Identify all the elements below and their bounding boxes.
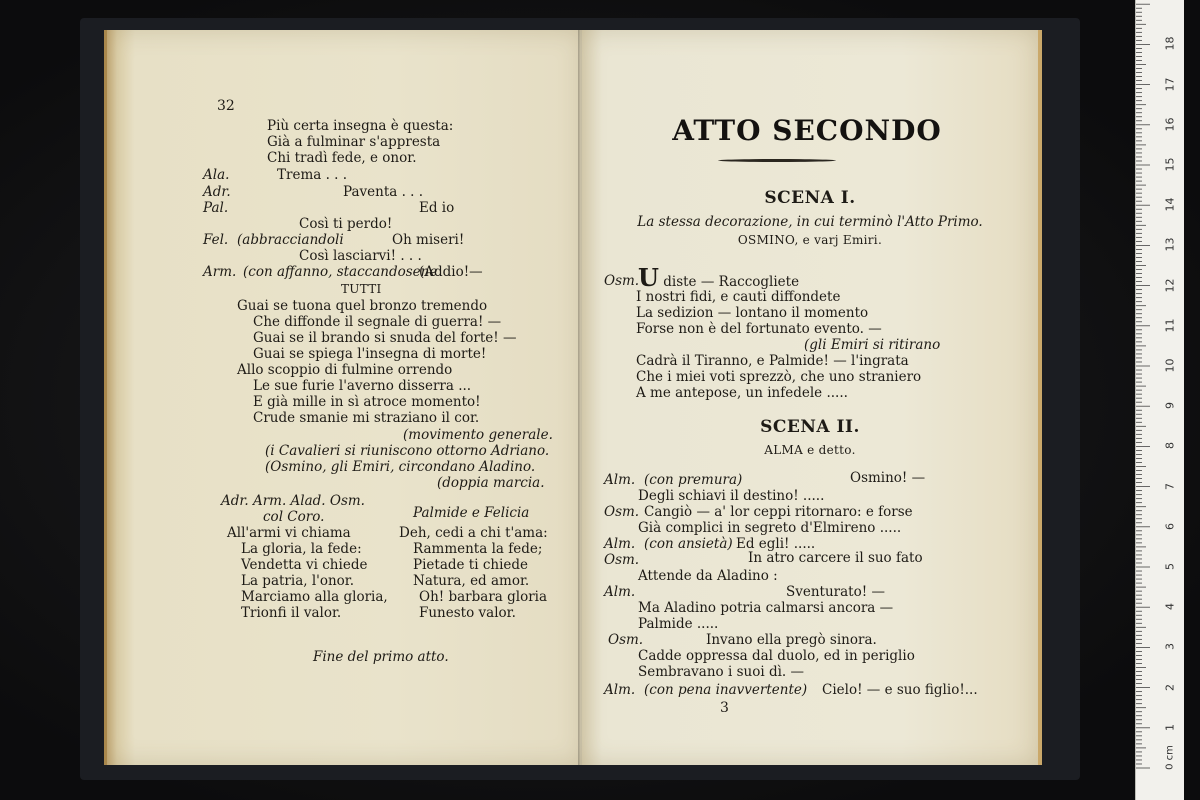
verse-line: Guai se spiega l'insegna di morte!: [253, 346, 487, 362]
left-page-number: 32: [217, 98, 235, 114]
verse-line: Ed egli! .....: [736, 536, 816, 552]
ruler-number: 18: [1163, 36, 1177, 51]
verse-line: I nostri fidi, e cauti diffondete: [636, 289, 841, 305]
stage-direction: (con affanno, staccandosene: [243, 264, 438, 280]
verse-line: Oh miseri!: [392, 232, 465, 248]
verse-line: Paventa . . .: [343, 184, 424, 200]
stage-direction: (Osmino, gli Emiri, circondano Aladino.: [265, 459, 536, 475]
speaker-label: Osm.: [604, 552, 640, 568]
speaker-label: Alm.: [604, 584, 636, 600]
stage-direction: (abbracciandoli: [237, 232, 344, 248]
ruler-number: 16: [1163, 117, 1177, 132]
ruler-number: 3: [1163, 643, 1177, 651]
ruler-number: 9: [1163, 402, 1177, 410]
speaker-label: Pal.: [203, 200, 229, 216]
verse-line: Trema . . .: [277, 167, 348, 183]
verse-line: A me antepose, un infedele .....: [636, 385, 848, 401]
ruler-number: 1: [1163, 723, 1177, 731]
verse-line: Sventurato! —: [786, 584, 885, 600]
ruler-unit-label: 0 cm: [1164, 745, 1176, 770]
verse-line: Oh! barbara gloria: [419, 589, 548, 605]
verse-line: Marciamo alla gloria,: [241, 589, 388, 605]
speaker-label: Osm.: [604, 273, 640, 289]
title-rule: [718, 159, 836, 162]
stage-direction: (doppia marcia.: [437, 475, 545, 491]
verse-line: Cielo! — e suo figlio!...: [822, 682, 978, 698]
verse-text: diste — Raccogliete: [663, 274, 800, 290]
verse-line: Già a fulminar s'appresta: [267, 134, 441, 150]
verse-line: [638, 263, 800, 292]
verse-line: Che i miei voti sprezzò, che uno straniero: [636, 369, 922, 385]
verse-line: Trionfi il valor.: [241, 605, 342, 621]
verse-line: Vendetta vi chiede: [241, 557, 368, 573]
verse-line: Forse non è del fortunato evento. —: [636, 321, 882, 337]
stage-direction: La stessa decorazione, in cui terminò l'Atto Primo.: [637, 214, 983, 230]
verse-line: La sedizion — lontano il momento: [636, 305, 869, 321]
verse-line: Cangiò — a' lor ceppi ritornaro: e forse: [644, 504, 913, 520]
ruler-number: 17: [1163, 77, 1177, 92]
verse-line: La patria, l'onor.: [241, 573, 355, 589]
verse-line: Che diffonde il segnale di guerra! —: [253, 314, 502, 330]
stage-direction: (gli Emiri si ritirano: [804, 337, 941, 353]
verse-line: Attende da Aladino :: [638, 568, 778, 584]
ruler-ticks: [1136, 0, 1184, 800]
verse-line: Pietade ti chiede: [413, 557, 529, 573]
ruler-number: 4: [1163, 603, 1177, 611]
ensemble-speakers: Palmide e Felicia: [413, 505, 530, 521]
verse-line: (Addio!—: [419, 264, 483, 280]
act-end-note: Fine del primo atto.: [313, 649, 449, 665]
verse-line: Funesto valor.: [419, 605, 516, 621]
verse-line: Deh, cedi a chi t'ama:: [399, 525, 548, 541]
ruler-number: 15: [1163, 157, 1177, 172]
verse-line: Natura, ed amor.: [413, 573, 530, 589]
stage-direction: (con ansietà): [644, 536, 733, 552]
scene-heading: SCENA I.: [764, 188, 856, 208]
ensemble-speakers: col Coro.: [263, 509, 325, 525]
ruler-number: 2: [1163, 683, 1177, 691]
speaker-label: Ala.: [203, 167, 230, 183]
speaker-label: Adr.: [203, 184, 231, 200]
verse-line: Rammenta la fede;: [413, 541, 543, 557]
stage-direction: (movimento generale.: [403, 427, 553, 443]
verse-line: Osmino! —: [850, 470, 926, 486]
act-title: ATTO SECONDO: [672, 114, 942, 147]
verse-line: All'armi vi chiama: [227, 525, 351, 541]
verse-line: Ed io: [419, 200, 455, 216]
verse-line: Crude smanie mi straziano il cor.: [253, 410, 480, 426]
measuring-ruler: [1135, 0, 1184, 800]
ruler-number: 12: [1163, 278, 1177, 293]
verse-line: Le sue furie l'averno disserra ...: [253, 378, 472, 394]
left-page: [104, 30, 583, 765]
ruler-number: 8: [1163, 442, 1177, 450]
speaker-label: Fel.: [203, 232, 229, 248]
speaker-label: Alm.: [604, 536, 636, 552]
verse-line: Palmide .....: [638, 616, 719, 632]
verse-line: Già complici in segreto d'Elmireno .....: [638, 520, 902, 536]
speaker-label: Osm.: [604, 504, 640, 520]
stage-direction: (con premura): [644, 472, 743, 488]
verse-line: Cadrà il Tiranno, e Palmide! — l'ingrata: [636, 353, 909, 369]
verse-line: Sembravano i suoi dì. —: [638, 664, 804, 680]
ruler-number: 6: [1163, 522, 1177, 530]
verse-line: Più certa insegna è questa:: [267, 118, 454, 134]
ensemble-speakers: Adr. Arm. Alad. Osm.: [221, 493, 365, 509]
speaker-label: Alm.: [604, 682, 636, 698]
verse-line: La gloria, la fede:: [241, 541, 362, 557]
verse-line: Cadde oppressa dal duolo, ed in periglio: [638, 648, 915, 664]
verse-line: Invano ella pregò sinora.: [706, 632, 877, 648]
verse-line: E già mille in sì atroce momento!: [253, 394, 481, 410]
drop-cap: U: [638, 263, 659, 292]
chorus-heading: TUTTI: [341, 282, 382, 296]
verse-line: Guai se il brando si snuda del forte! —: [253, 330, 517, 346]
speaker-label: Osm.: [608, 632, 644, 648]
verse-line: Degli schiavi il destino! .....: [638, 488, 825, 504]
scene-cast: OSMINO, e varj Emiri.: [737, 233, 883, 247]
verse-line: Chi tradì fede, e onor.: [267, 150, 417, 166]
scene-cast: ALMA e detto.: [764, 443, 856, 457]
ruler-number: 10: [1163, 358, 1177, 373]
scene-heading: SCENA II.: [760, 417, 860, 437]
speaker-label: Arm.: [203, 264, 237, 280]
verse-line: Ma Aladino potria calmarsi ancora —: [638, 600, 894, 616]
verse-line: In atro carcere il suo fato: [748, 550, 923, 566]
ruler-number: 7: [1163, 482, 1177, 490]
stage-direction: (i Cavalieri si riuniscono ottorno Adriano.: [265, 443, 550, 459]
right-page-number: 3: [720, 700, 729, 716]
right-page: [582, 30, 1042, 765]
ruler-number: 13: [1163, 237, 1177, 252]
verse-line: Allo scoppio di fulmine orrendo: [237, 362, 453, 378]
stage-direction: (con pena inavvertente): [644, 682, 808, 698]
ruler-number: 11: [1163, 318, 1177, 333]
ruler-number: 14: [1163, 197, 1177, 212]
verse-line: Guai se tuona quel bronzo tremendo: [237, 298, 488, 314]
speaker-label: Alm.: [604, 472, 636, 488]
verse-line: Così lasciarvi! . . .: [299, 248, 422, 264]
ruler-number: 5: [1163, 563, 1177, 570]
verse-line: Così ti perdo!: [299, 216, 393, 232]
